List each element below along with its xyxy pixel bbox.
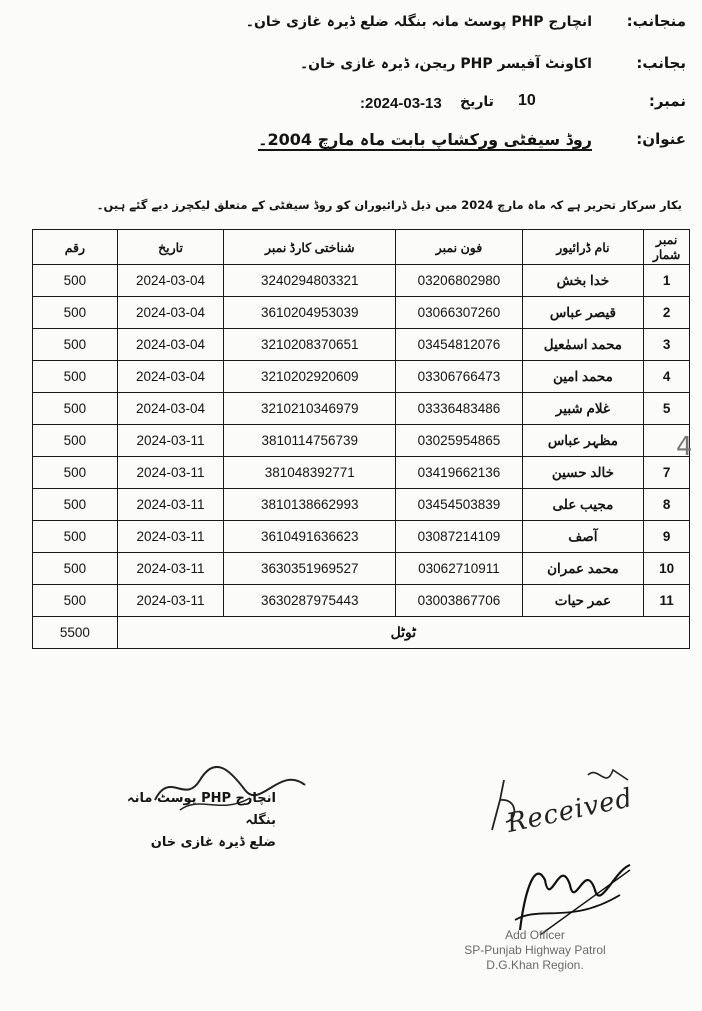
row-cnic: 3210210346979	[224, 393, 396, 425]
row-date: 2024-03-04	[117, 297, 223, 329]
table-row	[33, 521, 690, 553]
total-label: ٹوٹل	[117, 617, 689, 649]
row-sr: 8	[644, 489, 690, 521]
date-value: :2024-03-13	[360, 95, 442, 112]
row-sr: 11	[644, 585, 690, 617]
row-sr: 4	[644, 361, 690, 393]
table-header-row	[33, 230, 690, 265]
row-cnic: 3210208370651	[224, 329, 396, 361]
row-name: عمر حیات	[522, 585, 644, 617]
row-cnic: 3810138662993	[224, 489, 396, 521]
row-phone: 03454503839	[396, 489, 522, 521]
row-date: 2024-03-04	[117, 393, 223, 425]
row-cnic: 381048392771	[224, 457, 396, 489]
row-amount: 500	[33, 585, 118, 617]
row-cnic: 3610491636623	[224, 521, 396, 553]
row-date: 2024-03-11	[117, 457, 223, 489]
row-amount: 500	[33, 521, 118, 553]
row-cnic: 3810114756739	[224, 425, 396, 457]
row-amount: 500	[33, 297, 118, 329]
col-amount: رقم	[33, 230, 118, 265]
row-amount: 500	[33, 361, 118, 393]
row-name: خدا بخش	[522, 265, 644, 297]
number-value: 10	[518, 92, 536, 109]
row-name: مظہر عباس	[522, 425, 644, 457]
row-phone: 03087214109	[396, 521, 522, 553]
table-row	[33, 425, 690, 457]
row-sr: 10	[644, 553, 690, 585]
row-name: قیصر عباس	[522, 297, 644, 329]
signature-block	[96, 788, 276, 854]
officer-stamp	[440, 928, 630, 973]
subject-text: روڈ سیفٹی ورکشاپ بابت ماہ مارچ 2004۔	[258, 130, 592, 149]
drivers-table	[32, 229, 690, 649]
total-row	[33, 617, 690, 649]
table-row	[33, 393, 690, 425]
row-date: 2024-03-04	[117, 265, 223, 297]
row-phone: 03336483486	[396, 393, 522, 425]
col-cnic: شناختی کارڈ نمبر	[224, 230, 396, 265]
table-row	[33, 585, 690, 617]
intro-text: بکار سرکار تحریر ہے کہ ماہ مارچ 2024 میں ذیل ڈرائیوران کو روڈ سیفٹی کے متعلق لیکچرز دیے گئے ہیں۔	[96, 198, 682, 212]
number-label: نمبر:	[648, 92, 686, 110]
row-date: 2024-03-11	[117, 553, 223, 585]
row-date: 2024-03-11	[117, 489, 223, 521]
row-cnic: 3240294803321	[224, 265, 396, 297]
signature-line-2: ضلع ڈیرہ غازی خان	[150, 835, 276, 850]
row-name: محمد اسمٰعیل	[522, 329, 644, 361]
row-phone: 03454812076	[396, 329, 522, 361]
col-phone: فون نمبر	[396, 230, 522, 265]
row-sr: 5	[644, 393, 690, 425]
subject-label: عنوان:	[636, 130, 686, 148]
officer-signature	[500, 850, 650, 940]
col-name: نام ڈرائیور	[522, 230, 644, 265]
total-amount: 5500	[33, 617, 118, 649]
to-label: بجانب:	[636, 54, 686, 72]
row-amount: 500	[33, 553, 118, 585]
row-amount: 500	[33, 329, 118, 361]
row-name: آصف	[522, 521, 644, 553]
page-margin-number: 4	[676, 432, 693, 462]
row-date: 2024-03-04	[117, 361, 223, 393]
row-phone: 03419662136	[396, 457, 522, 489]
row-sr: 1	[644, 265, 690, 297]
row-amount: 500	[33, 393, 118, 425]
officer-line-1: Add Officer	[505, 928, 565, 942]
table-row	[33, 489, 690, 521]
received-text: Received	[504, 783, 636, 839]
table-row	[33, 329, 690, 361]
row-phone: 03206802980	[396, 265, 522, 297]
row-name: محمد امین	[522, 361, 644, 393]
row-phone: 03062710911	[396, 553, 522, 585]
signature-line-1: انچارج PHP پوسٹ مانہ بنگلہ	[127, 791, 276, 828]
row-sr: 3	[644, 329, 690, 361]
row-phone: 03066307260	[396, 297, 522, 329]
row-amount: 500	[33, 489, 118, 521]
row-amount: 500	[33, 457, 118, 489]
row-cnic: 3210202920609	[224, 361, 396, 393]
table-row	[33, 553, 690, 585]
officer-line-3: D.G.Khan Region.	[486, 958, 584, 972]
row-amount: 500	[33, 425, 118, 457]
row-name: مجیب علی	[522, 489, 644, 521]
row-name: غلام شبیر	[522, 393, 644, 425]
row-phone: 03025954865	[396, 425, 522, 457]
table-row	[33, 361, 690, 393]
row-cnic: 3630287975443	[224, 585, 396, 617]
col-date: تاریخ	[117, 230, 223, 265]
row-name: محمد عمران	[522, 553, 644, 585]
row-sr: 7	[644, 457, 690, 489]
col-sr: نمبر شمار	[644, 230, 690, 265]
row-amount: 500	[33, 265, 118, 297]
row-date: 2024-03-04	[117, 329, 223, 361]
row-phone: 03003867706	[396, 585, 522, 617]
to-text: اکاونٹ آفیسر PHP ریجن، ڈیرہ غازی خان۔	[299, 56, 592, 72]
row-cnic: 3630351969527	[224, 553, 396, 585]
from-label: منجانب:	[626, 12, 686, 30]
row-date: 2024-03-11	[117, 425, 223, 457]
row-phone: 03306766473	[396, 361, 522, 393]
row-cnic: 3610204953039	[224, 297, 396, 329]
row-date: 2024-03-11	[117, 585, 223, 617]
row-sr: 9	[644, 521, 690, 553]
table-row	[33, 265, 690, 297]
row-sr: 2	[644, 297, 690, 329]
table-row	[33, 297, 690, 329]
from-text: انچارج PHP پوسٹ مانہ بنگلہ ضلع ڈیرہ غازی خان۔	[245, 14, 592, 30]
row-name: خالد حسین	[522, 457, 644, 489]
table-row	[33, 457, 690, 489]
date-label: تاریخ	[460, 94, 494, 110]
officer-line-2: SP-Punjab Highway Patrol	[464, 943, 606, 957]
row-date: 2024-03-11	[117, 521, 223, 553]
